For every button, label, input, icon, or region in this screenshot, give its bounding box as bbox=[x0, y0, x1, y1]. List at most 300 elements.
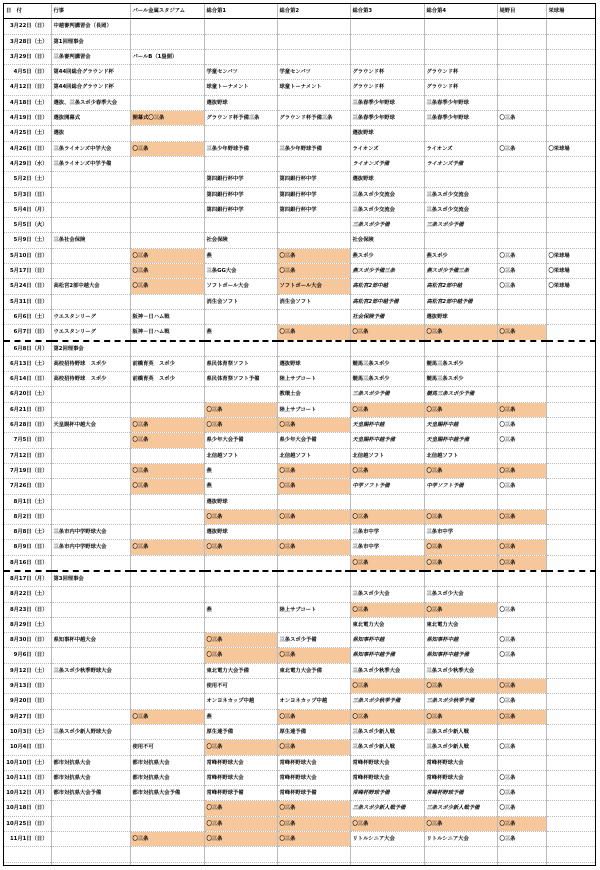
schedule-cell bbox=[204, 156, 277, 171]
schedule-cell bbox=[546, 494, 595, 509]
schedule-cell bbox=[277, 309, 350, 324]
schedule-cell: 三条スポ少新人戦 bbox=[424, 740, 497, 755]
schedule-cell: 高松宮2部中越予備 bbox=[350, 294, 424, 309]
schedule-row bbox=[4, 862, 595, 866]
schedule-cell bbox=[51, 387, 130, 402]
schedule-row bbox=[4, 555, 595, 571]
schedule-cell: 〇三条 bbox=[497, 555, 546, 571]
schedule-cell: 三条スポ少新人戦 bbox=[424, 724, 497, 739]
schedule-row bbox=[4, 463, 595, 478]
schedule-cell bbox=[277, 95, 350, 110]
schedule-cell: パールB（1塁側） bbox=[130, 49, 204, 64]
schedule-cell: 常峰杯野球大会 bbox=[277, 755, 350, 770]
schedule-cell bbox=[424, 34, 497, 49]
schedule-row bbox=[4, 448, 595, 463]
schedule-cell bbox=[497, 372, 546, 387]
schedule-cell bbox=[497, 233, 546, 248]
schedule-cell: 〇三条 bbox=[497, 633, 546, 648]
schedule-cell: 三条スポ少秋季大会 bbox=[350, 663, 424, 678]
header-event: 行事 bbox=[51, 4, 130, 19]
schedule-cell: 選抜、三条スポ少春季大会 bbox=[51, 95, 130, 110]
date-cell: 4月19日（日） bbox=[4, 111, 51, 126]
schedule-cell: 第四銀行杯中学 bbox=[204, 187, 277, 202]
schedule-cell bbox=[497, 187, 546, 202]
schedule-cell: 競馬三条スポ少予備 bbox=[424, 387, 497, 402]
schedule-cell: ライオンズ bbox=[424, 141, 497, 156]
schedule-cell: ライオンズ bbox=[350, 141, 424, 156]
schedule-cell: 前橋育英 スポ少 bbox=[130, 356, 204, 371]
schedule-cell bbox=[546, 34, 595, 49]
schedule-row bbox=[4, 801, 595, 816]
schedule-cell: 県少年大会予備 bbox=[277, 433, 350, 448]
schedule-cell: 燕 bbox=[204, 479, 277, 494]
schedule-cell bbox=[497, 49, 546, 64]
schedule-cell bbox=[51, 832, 130, 847]
schedule-cell bbox=[546, 479, 595, 494]
date-cell bbox=[4, 847, 51, 862]
schedule-cell: 〇三条 bbox=[130, 264, 204, 279]
schedule-cell: 三条スポ少予備 bbox=[277, 633, 350, 648]
schedule-cell: 〇三条 bbox=[204, 418, 277, 433]
schedule-cell bbox=[204, 341, 277, 357]
schedule-cell bbox=[130, 617, 204, 632]
schedule-cell bbox=[497, 202, 546, 217]
schedule-cell bbox=[130, 648, 204, 663]
schedule-cell bbox=[277, 847, 350, 862]
schedule-cell: 天皇賜杯中越 bbox=[424, 418, 497, 433]
schedule-cell: 〇三条 bbox=[497, 740, 546, 755]
schedule-cell: 三条スポ少予備 bbox=[424, 218, 497, 233]
schedule-cell bbox=[130, 65, 204, 80]
schedule-sheet bbox=[3, 3, 596, 866]
date-cell: 3月22日（日） bbox=[4, 19, 51, 34]
schedule-cell bbox=[546, 172, 595, 187]
date-cell: 6月28日（日） bbox=[4, 418, 51, 433]
schedule-cell: 北信越ソフト bbox=[277, 448, 350, 463]
schedule-cell bbox=[204, 387, 277, 402]
schedule-cell bbox=[497, 356, 546, 371]
schedule-cell: 競馬三条スポ少 bbox=[350, 372, 424, 387]
schedule-cell: 選抜野球 bbox=[424, 309, 497, 324]
schedule-cell bbox=[546, 832, 595, 847]
schedule-cell bbox=[546, 587, 595, 602]
schedule-cell bbox=[497, 19, 546, 34]
schedule-cell bbox=[350, 49, 424, 64]
schedule-cell: 三条市中学 bbox=[350, 525, 424, 540]
schedule-row bbox=[4, 65, 595, 80]
schedule-cell bbox=[350, 494, 424, 509]
schedule-row bbox=[4, 540, 595, 555]
date-cell: 3月29日（日） bbox=[4, 49, 51, 64]
schedule-cell: 〇三条 bbox=[277, 248, 350, 263]
date-cell: 8月16日（日） bbox=[4, 555, 51, 571]
schedule-cell: 常峰杯野球大会 bbox=[204, 755, 277, 770]
schedule-row bbox=[4, 126, 595, 141]
schedule-cell bbox=[546, 633, 595, 648]
schedule-cell: グラウンド杯予備三条 bbox=[277, 111, 350, 126]
schedule-cell bbox=[51, 816, 130, 831]
schedule-row bbox=[4, 141, 595, 156]
schedule-cell: 陸上サブコート bbox=[277, 402, 350, 417]
schedule-cell: グラウンド杯 bbox=[350, 65, 424, 80]
schedule-cell: 〇三条 bbox=[350, 555, 424, 571]
schedule-row bbox=[4, 740, 595, 755]
schedule-cell bbox=[424, 233, 497, 248]
schedule-cell: 三条ライオンズ中学大会 bbox=[51, 141, 130, 156]
schedule-cell bbox=[130, 34, 204, 49]
schedule-cell bbox=[51, 494, 130, 509]
schedule-cell: 三条スポ少予備 bbox=[350, 387, 424, 402]
schedule-cell: 〇三条 bbox=[350, 402, 424, 417]
schedule-cell: 第四銀行杯中学 bbox=[277, 202, 350, 217]
schedule-row bbox=[4, 402, 595, 417]
schedule-cell bbox=[130, 202, 204, 217]
schedule-cell: 天皇賜杯中越大会 bbox=[51, 418, 130, 433]
schedule-cell: リトルシニア大会 bbox=[424, 832, 497, 847]
schedule-cell bbox=[130, 525, 204, 540]
schedule-cell: 〇栄球場 bbox=[546, 141, 595, 156]
schedule-cell: 都市対抗県大会予備 bbox=[130, 786, 204, 801]
schedule-row bbox=[4, 264, 595, 279]
schedule-cell: 高校招待野球 スポ少 bbox=[51, 356, 130, 371]
schedule-cell bbox=[546, 525, 595, 540]
schedule-cell bbox=[51, 587, 130, 602]
schedule-cell bbox=[350, 34, 424, 49]
schedule-cell: 〇三条 bbox=[277, 264, 350, 279]
schedule-row bbox=[4, 755, 595, 770]
schedule-cell: 都市対抗県大会 bbox=[51, 770, 130, 785]
schedule-cell: 燕 bbox=[204, 248, 277, 263]
schedule-cell bbox=[277, 156, 350, 171]
schedule-cell: 〇三条 bbox=[277, 463, 350, 478]
date-cell: 6月20日（土） bbox=[4, 387, 51, 402]
schedule-cell bbox=[546, 862, 595, 866]
schedule-cell bbox=[51, 433, 130, 448]
header-sakae: 栄球場 bbox=[546, 4, 595, 19]
schedule-cell: 選抜 bbox=[51, 126, 130, 141]
schedule-cell bbox=[51, 694, 130, 709]
schedule-cell: 三条審判講習会 bbox=[51, 49, 130, 64]
schedule-cell: 〇三条 bbox=[497, 479, 546, 494]
schedule-cell: 〇三条 bbox=[277, 418, 350, 433]
schedule-cell: 〇三条 bbox=[130, 463, 204, 478]
schedule-cell bbox=[546, 555, 595, 571]
schedule-cell: 〇三条 bbox=[497, 832, 546, 847]
schedule-cell: 〇三条 bbox=[277, 832, 350, 847]
schedule-cell bbox=[546, 801, 595, 816]
schedule-cell: 天皇賜杯中越予備 bbox=[350, 433, 424, 448]
schedule-cell: 〇三条 bbox=[130, 433, 204, 448]
schedule-cell bbox=[497, 218, 546, 233]
schedule-row bbox=[4, 172, 595, 187]
schedule-cell: 〇三条 bbox=[424, 509, 497, 524]
schedule-cell bbox=[51, 463, 130, 478]
schedule-cell bbox=[424, 341, 497, 357]
schedule-cell: 県知事杯中越予備 bbox=[424, 648, 497, 663]
schedule-cell bbox=[277, 341, 350, 357]
schedule-cell: 〇三条 bbox=[497, 248, 546, 263]
schedule-row bbox=[4, 279, 595, 294]
schedule-cell: 中越審判講習会（長岡） bbox=[51, 19, 130, 34]
schedule-cell bbox=[546, 294, 595, 309]
schedule-cell: 天皇賜杯中越 bbox=[350, 418, 424, 433]
schedule-cell bbox=[350, 847, 424, 862]
date-cell: 6月21日（日） bbox=[4, 402, 51, 417]
schedule-cell: 北信越ソフト bbox=[204, 448, 277, 463]
schedule-cell: 県知事杯中越大会 bbox=[51, 633, 130, 648]
schedule-cell: 三条市中学 bbox=[350, 540, 424, 555]
schedule-cell: 三条スポ少秋季予備 bbox=[350, 694, 424, 709]
schedule-cell: 厚生連予備 bbox=[277, 724, 350, 739]
schedule-cell: 三条スポ少新人戦予備 bbox=[350, 801, 424, 816]
date-cell: 8月30日（日） bbox=[4, 633, 51, 648]
schedule-cell: ウエスタンリーグ bbox=[51, 325, 130, 341]
schedule-cell: 第2回理事会 bbox=[51, 341, 130, 357]
schedule-cell: ウエスタンリーグ bbox=[51, 309, 130, 324]
schedule-cell: 北信越ソフト bbox=[350, 448, 424, 463]
schedule-cell bbox=[130, 555, 204, 571]
schedule-cell bbox=[350, 571, 424, 587]
schedule-cell: グラウンド杯 bbox=[424, 65, 497, 80]
schedule-cell: 〇三条 bbox=[497, 679, 546, 694]
schedule-row bbox=[4, 233, 595, 248]
schedule-cell: 第四銀行杯中学 bbox=[277, 187, 350, 202]
schedule-cell: 〇三条 bbox=[497, 709, 546, 724]
schedule-cell bbox=[350, 862, 424, 866]
schedule-cell: 学童センバツ bbox=[204, 65, 277, 80]
schedule-cell: グラウンド杯 bbox=[424, 80, 497, 95]
schedule-cell bbox=[51, 202, 130, 217]
schedule-cell: 〇三条 bbox=[350, 709, 424, 724]
schedule-row bbox=[4, 433, 595, 448]
schedule-cell: ライオンズ予備 bbox=[350, 156, 424, 171]
schedule-row bbox=[4, 571, 595, 587]
schedule-cell bbox=[277, 34, 350, 49]
schedule-cell bbox=[204, 309, 277, 324]
schedule-cell: 三条少年野球予備 bbox=[277, 141, 350, 156]
schedule-cell bbox=[51, 648, 130, 663]
schedule-cell: 阪神－日ハム戦 bbox=[130, 309, 204, 324]
schedule-cell: 〇三条 bbox=[204, 801, 277, 816]
header-sogo-3: 総合第3 bbox=[350, 4, 424, 19]
schedule-cell: 三条市中学 bbox=[424, 525, 497, 540]
schedule-cell bbox=[130, 862, 204, 866]
date-cell: 7月26日（日） bbox=[4, 479, 51, 494]
schedule-cell bbox=[51, 801, 130, 816]
date-cell: 6月13日（土） bbox=[4, 356, 51, 371]
schedule-cell: 〇三条 bbox=[277, 740, 350, 755]
schedule-cell bbox=[424, 49, 497, 64]
header-row bbox=[4, 4, 595, 19]
schedule-cell: 東北電力大会予備 bbox=[277, 663, 350, 678]
date-cell: 10月4日（日） bbox=[4, 740, 51, 755]
schedule-cell bbox=[277, 555, 350, 571]
schedule-cell bbox=[546, 724, 595, 739]
schedule-row bbox=[4, 602, 595, 617]
schedule-cell bbox=[497, 617, 546, 632]
date-cell: 8月17日（月） bbox=[4, 571, 51, 587]
date-cell: 9月13日（日） bbox=[4, 679, 51, 694]
schedule-cell bbox=[130, 95, 204, 110]
date-cell: 4月12日（日） bbox=[4, 80, 51, 95]
schedule-cell bbox=[546, 418, 595, 433]
schedule-cell: 〇三条 bbox=[277, 709, 350, 724]
date-cell: 5月3日（日） bbox=[4, 187, 51, 202]
schedule-cell bbox=[277, 233, 350, 248]
schedule-cell: 常峰杯野球予備 bbox=[204, 786, 277, 801]
schedule-cell: 三条スポ少新人戦 bbox=[350, 724, 424, 739]
date-cell: 8月22日（土） bbox=[4, 587, 51, 602]
schedule-row bbox=[4, 709, 595, 724]
schedule-cell: 第四銀行杯中学 bbox=[204, 202, 277, 217]
schedule-row bbox=[4, 418, 595, 433]
schedule-cell bbox=[277, 525, 350, 540]
schedule-cell: 第1回理事会 bbox=[51, 34, 130, 49]
date-cell: 5月5日（火） bbox=[4, 218, 51, 233]
date-cell: 9月27日（日） bbox=[4, 709, 51, 724]
schedule-row bbox=[4, 80, 595, 95]
date-cell: 4月25日（土） bbox=[4, 126, 51, 141]
schedule-cell bbox=[204, 19, 277, 34]
schedule-cell bbox=[546, 372, 595, 387]
date-cell: 10月10日（土） bbox=[4, 755, 51, 770]
schedule-cell: 〇三条 bbox=[204, 540, 277, 555]
schedule-cell: 厚生連予備 bbox=[204, 724, 277, 739]
date-cell: 7月5日（日） bbox=[4, 433, 51, 448]
date-cell: 10月25日（日） bbox=[4, 816, 51, 831]
schedule-cell bbox=[546, 847, 595, 862]
schedule-cell bbox=[497, 847, 546, 862]
schedule-cell: 〇三条 bbox=[424, 540, 497, 555]
schedule-row bbox=[4, 494, 595, 509]
schedule-cell bbox=[130, 509, 204, 524]
schedule-cell: 三条春季少年野球 bbox=[350, 111, 424, 126]
schedule-row bbox=[4, 617, 595, 632]
schedule-row bbox=[4, 679, 595, 694]
schedule-cell bbox=[546, 309, 595, 324]
schedule-row bbox=[4, 372, 595, 387]
schedule-cell: 使用不可 bbox=[204, 679, 277, 694]
schedule-cell bbox=[130, 402, 204, 417]
schedule-cell: 選抜開幕式 bbox=[51, 111, 130, 126]
schedule-cell: 常峰杯野球大会 bbox=[424, 755, 497, 770]
schedule-cell: 燕 bbox=[204, 325, 277, 341]
schedule-cell bbox=[546, 663, 595, 678]
date-cell: 5月10日（日） bbox=[4, 248, 51, 263]
schedule-cell: 都市対抗県大会 bbox=[51, 755, 130, 770]
schedule-row bbox=[4, 19, 595, 34]
schedule-cell bbox=[130, 663, 204, 678]
schedule-cell: 〇三条 bbox=[497, 433, 546, 448]
schedule-cell bbox=[204, 49, 277, 64]
schedule-cell: 〇栄球場 bbox=[546, 248, 595, 263]
schedule-cell: 〇三条 bbox=[350, 325, 424, 341]
schedule-cell bbox=[130, 233, 204, 248]
schedule-cell: 〇三条 bbox=[130, 832, 204, 847]
schedule-cell: 陸上サブコート bbox=[277, 372, 350, 387]
schedule-cell bbox=[546, 740, 595, 755]
schedule-cell: 三条スポ少秋季野球大会 bbox=[51, 663, 130, 678]
schedule-cell: 高校招待野球 スポ少 bbox=[51, 372, 130, 387]
schedule-cell: 北信越ソフト bbox=[424, 448, 497, 463]
schedule-cell: 三条スポ少交流会 bbox=[350, 187, 424, 202]
schedule-cell bbox=[546, 816, 595, 831]
schedule-cell bbox=[51, 218, 130, 233]
schedule-cell: 〇三条 bbox=[424, 602, 497, 617]
schedule-cell bbox=[546, 356, 595, 371]
schedule-cell: 選抜野球 bbox=[350, 126, 424, 141]
schedule-cell bbox=[497, 387, 546, 402]
schedule-cell: 〇三条 bbox=[277, 325, 350, 341]
schedule-cell bbox=[51, 172, 130, 187]
schedule-cell: 三条市内中学野球大会 bbox=[51, 525, 130, 540]
schedule-cell bbox=[546, 233, 595, 248]
schedule-cell: 〇三条 bbox=[497, 694, 546, 709]
schedule-cell bbox=[424, 494, 497, 509]
schedule-cell: 天皇賜杯中越予備 bbox=[424, 433, 497, 448]
schedule-cell: 〇三条 bbox=[497, 325, 546, 341]
schedule-cell bbox=[130, 448, 204, 463]
schedule-row bbox=[4, 218, 595, 233]
schedule-row bbox=[4, 156, 595, 171]
schedule-row bbox=[4, 187, 595, 202]
schedule-cell bbox=[546, 755, 595, 770]
date-cell: 10月18日（日） bbox=[4, 801, 51, 816]
schedule-cell: 〇三条 bbox=[130, 248, 204, 263]
schedule-cell: 〇三条 bbox=[277, 509, 350, 524]
date-cell: 9月12日（土） bbox=[4, 663, 51, 678]
schedule-row bbox=[4, 111, 595, 126]
schedule-cell: 三条スポ少秋季予備 bbox=[424, 694, 497, 709]
schedule-cell: 東北電力大会予備 bbox=[204, 663, 277, 678]
schedule-row bbox=[4, 832, 595, 847]
schedule-cell bbox=[546, 448, 595, 463]
schedule-cell: 常峰杯野球予備 bbox=[424, 786, 497, 801]
schedule-cell: 三条スポ少交流会 bbox=[350, 202, 424, 217]
schedule-cell bbox=[497, 126, 546, 141]
date-cell: 8月8日（土） bbox=[4, 525, 51, 540]
schedule-cell bbox=[204, 555, 277, 571]
schedule-cell bbox=[350, 19, 424, 34]
schedule-cell: 競馬三条スポ少 bbox=[424, 356, 497, 371]
schedule-cell: 〇三条 bbox=[424, 402, 497, 417]
date-cell: 4月26日（日） bbox=[4, 141, 51, 156]
schedule-row bbox=[4, 202, 595, 217]
schedule-cell: 常峰杯野球大会 bbox=[350, 770, 424, 785]
schedule-cell bbox=[130, 19, 204, 34]
schedule-cell: 〇三条 bbox=[130, 418, 204, 433]
schedule-cell: 〇三条 bbox=[497, 418, 546, 433]
schedule-cell: 常峰杯野球大会 bbox=[204, 770, 277, 785]
schedule-cell bbox=[130, 633, 204, 648]
schedule-row bbox=[4, 294, 595, 309]
schedule-cell: 〇三条 bbox=[497, 264, 546, 279]
schedule-cell: 〇三条 bbox=[277, 479, 350, 494]
header-sogo-2: 総合第2 bbox=[277, 4, 350, 19]
schedule-cell bbox=[51, 294, 130, 309]
schedule-cell: 学童センバツ bbox=[277, 65, 350, 80]
schedule-cell bbox=[424, 172, 497, 187]
schedule-cell bbox=[204, 847, 277, 862]
schedule-cell bbox=[546, 617, 595, 632]
schedule-cell: 〇三条 bbox=[424, 709, 497, 724]
schedule-cell: 三条ライオンズ中学予備 bbox=[51, 156, 130, 171]
schedule-cell: 〇三条 bbox=[424, 325, 497, 341]
schedule-cell: 三条社会保険 bbox=[51, 233, 130, 248]
schedule-cell bbox=[130, 494, 204, 509]
schedule-cell: 〇三条 bbox=[497, 279, 546, 294]
schedule-row bbox=[4, 356, 595, 371]
